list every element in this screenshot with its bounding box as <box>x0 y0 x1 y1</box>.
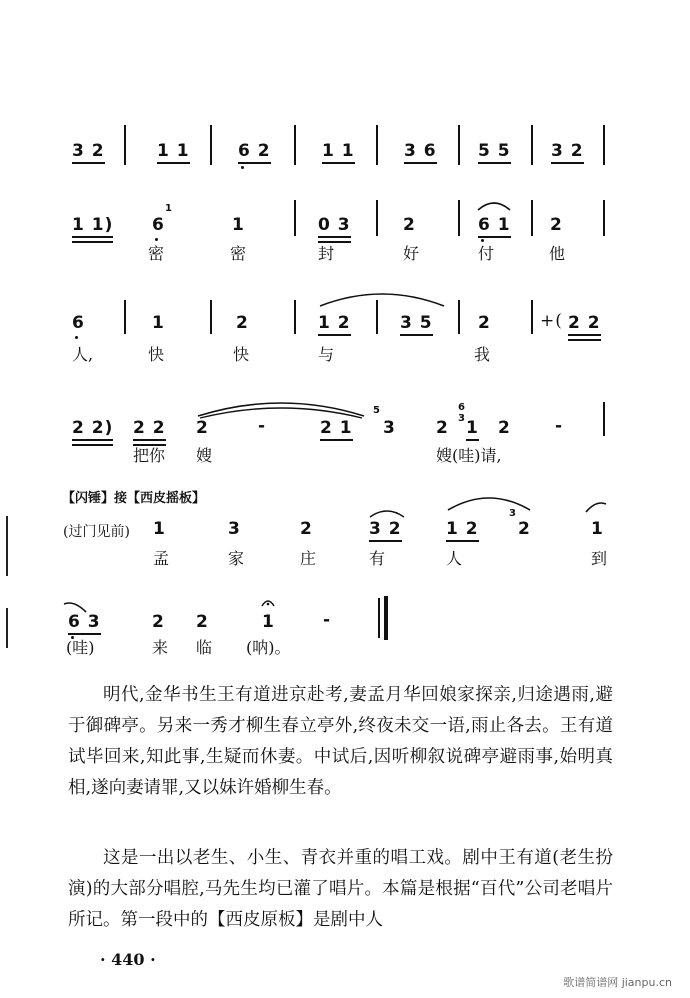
note-group: 3 2 <box>369 519 402 539</box>
note-group: 3 2 <box>72 141 105 161</box>
note-group: 2 <box>478 313 491 333</box>
lyric: 到 <box>591 549 608 568</box>
barline <box>603 402 605 436</box>
final-barline-thick <box>384 596 388 640</box>
slur <box>476 198 512 212</box>
note-group: 6 3 <box>68 612 101 632</box>
note-group: 2 2) <box>72 418 113 438</box>
note-group: 2 2 <box>133 418 166 438</box>
lyric: 封 <box>318 244 335 263</box>
lyric: 他 <box>549 244 566 263</box>
grace-note: 3 <box>509 508 516 519</box>
lyric: 快 <box>233 345 250 364</box>
low-octave-dot <box>155 238 158 241</box>
lyric: 好 <box>403 244 420 263</box>
lyric: 与 <box>318 345 335 364</box>
note-group: 1 <box>232 215 245 235</box>
lyric: 孟 <box>153 549 170 568</box>
note-group: 2 <box>236 313 249 333</box>
barline <box>294 125 296 165</box>
lyric: 付 <box>478 244 495 263</box>
note-group: 0 3 <box>318 215 351 235</box>
lyric: (呐)。 <box>246 638 291 657</box>
note-group: 2 <box>498 418 511 438</box>
barline <box>124 300 126 334</box>
note-group: 1 <box>262 612 275 632</box>
slur <box>318 288 446 308</box>
barline <box>210 300 212 334</box>
note-group: 2 <box>436 418 449 438</box>
margin-mark <box>6 516 8 576</box>
lyric: 来 <box>152 638 169 657</box>
section-header: 【闪锤】接【西皮摇板】 <box>62 491 206 506</box>
lyric: 快 <box>148 345 165 364</box>
note-group: 3 6 <box>404 141 437 161</box>
margin-mark <box>6 608 8 648</box>
note-group: 5 5 <box>478 141 511 161</box>
barline <box>531 125 533 165</box>
barline <box>603 200 605 236</box>
note-group: 6 2 <box>238 141 271 161</box>
lyric: 人 <box>446 549 463 568</box>
slur <box>584 500 608 514</box>
dash: - <box>323 610 332 630</box>
note-group: 2 <box>196 418 209 438</box>
note-group: 1 2 <box>318 313 351 333</box>
lyric: 有 <box>369 549 386 568</box>
final-barline-thin <box>378 598 380 638</box>
synopsis-paragraph: 明代,金华书生王有道进京赴考,妻孟月华回娘家探亲,归途遇雨,避于御碑亭。另来一秀才柳生春立亭外,终夜未交一语,雨止各去。王有道试毕回来,知此事,生疑而休妻。中试后,因听柳叙说碑亭避雨事,始明真相,遂向妻请罪,又以妹许婚柳生春。 <box>68 685 613 798</box>
dash: - <box>555 416 564 436</box>
lyric: 嫂(哇)请, <box>436 446 502 465</box>
barline <box>458 125 460 165</box>
note-group: 3 2 <box>551 141 584 161</box>
barline <box>376 300 378 334</box>
watermark: 歌谱简谱网 jianpu.cn <box>563 976 672 989</box>
barline <box>603 125 605 165</box>
note-group: 6 <box>72 313 85 333</box>
free-meter-mark: +( <box>540 311 563 331</box>
barline <box>294 200 296 236</box>
note-group: 1 1 <box>157 141 190 161</box>
lyric: (哇) <box>66 638 95 657</box>
grace-note: 1 <box>165 203 172 214</box>
note-group: 2 2 <box>568 313 601 333</box>
grace-note: 3 <box>458 413 465 424</box>
note-group: 1 <box>466 418 479 438</box>
lyric: 临 <box>196 638 213 657</box>
barline <box>210 125 212 165</box>
lyric: 把你 <box>133 446 166 465</box>
note-group: 2 <box>550 215 563 235</box>
note-group: 2 <box>152 612 165 632</box>
note-group: 1 <box>591 519 604 539</box>
note-group: 6 <box>152 215 165 235</box>
grace-note: 5 <box>373 405 380 416</box>
lyric: 密 <box>148 244 165 263</box>
commentary-paragraph: 这是一出以老生、小生、青衣并重的唱工戏。剧中王有道(老生扮演)的大部分唱腔,马先生均已灌了唱片。本篇是根据“百代”公司老唱片所记。第一段中的【西皮原板】是剧中人 <box>68 848 613 930</box>
barline <box>376 200 378 236</box>
note-group: 1 2 <box>446 519 479 539</box>
note-group: 3 <box>228 519 241 539</box>
note-group: 1 1) <box>72 215 113 235</box>
note-group: 3 5 <box>400 313 433 333</box>
note-group: 1 1 <box>322 141 355 161</box>
barline <box>294 300 296 334</box>
note-group: 3 <box>383 418 396 438</box>
note-group: 6 1 <box>478 215 511 235</box>
barline <box>531 300 533 334</box>
fermata <box>260 596 276 608</box>
lyric: 人, <box>72 345 94 364</box>
barline <box>531 200 533 236</box>
slur <box>368 505 406 519</box>
barline <box>458 300 460 334</box>
slur <box>446 492 532 512</box>
lyric: 嫂 <box>196 446 213 465</box>
page-number: · 440 · <box>100 950 156 969</box>
low-octave-dot <box>241 166 244 169</box>
lyric: 庄 <box>300 549 317 568</box>
low-octave-dot <box>481 239 484 242</box>
lyric: 我 <box>474 345 491 364</box>
lyric: 家 <box>228 549 245 568</box>
low-octave-dot <box>75 336 78 339</box>
note-group: 1 <box>153 519 166 539</box>
note-group: 2 <box>300 519 313 539</box>
note-group: 2 <box>196 612 209 632</box>
note-group: 2 <box>518 519 531 539</box>
lyric: 密 <box>230 244 247 263</box>
note-group: 2 <box>403 215 416 235</box>
barline <box>376 125 378 165</box>
dash: - <box>258 416 267 436</box>
interlude-note: (过门见前) <box>63 524 130 540</box>
note-group: 2 1 <box>320 418 353 438</box>
barline <box>124 125 126 165</box>
barline <box>458 200 460 236</box>
grace-note: 6 <box>458 402 465 413</box>
note-group: 1 <box>152 313 165 333</box>
